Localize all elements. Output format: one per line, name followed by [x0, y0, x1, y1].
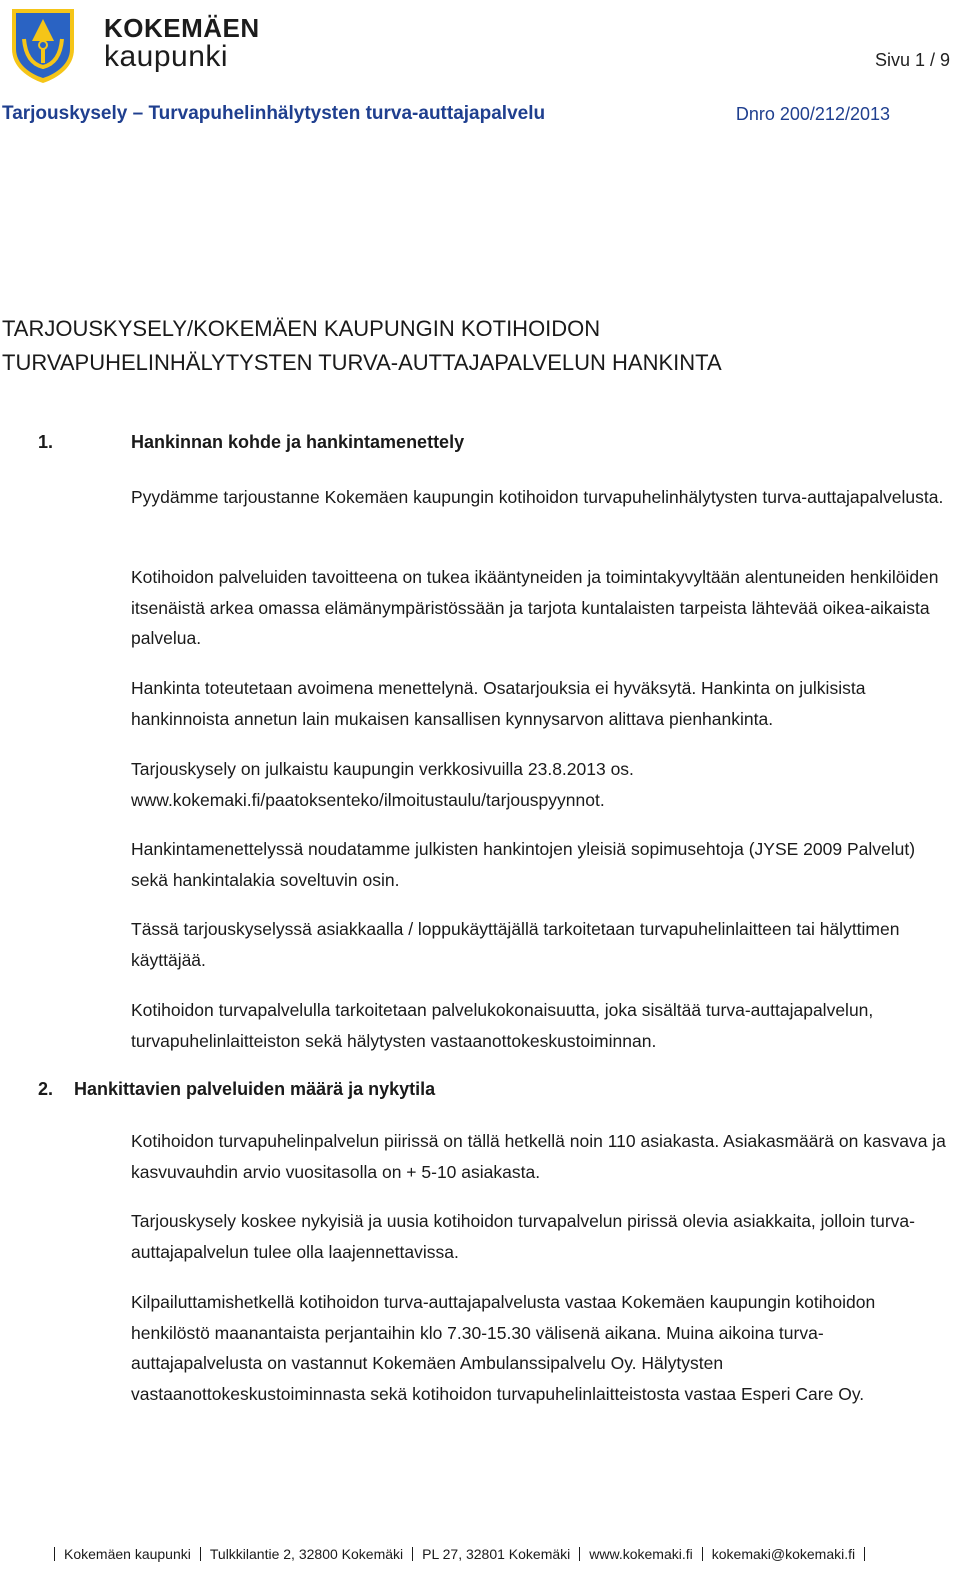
section-2-number: 2. — [38, 1079, 54, 1099]
title-line-1: TARJOUSKYSELY/KOKEMÄEN KAUPUNGIN KOTIHOIDON — [2, 316, 601, 341]
section-1-paragraph-7: Kotihoidon turvapalvelulla tarkoitetaan palvelukokonaisuutta, joka sisältää turva-auttajapalvelun, turvapuhelinlaitteiston sekä hälytysten vastaanottokeskustoiminnan. — [131, 1000, 874, 1051]
coat-of-arms-icon — [8, 5, 78, 85]
section-1-paragraph-4: Tarjouskysely on julkaistu kaupungin verkkosivuilla 23.8.2013 os. www.kokemaki.fi/paatoksenteko/ilmoitustaulu/tarjouspyynnot. — [131, 759, 634, 810]
page-title — [2, 312, 722, 380]
footer-divider — [200, 1547, 201, 1561]
document-dnro: Dnro 200/212/2013 — [735, 104, 890, 124]
coat-of-arms-logo — [8, 5, 78, 85]
section-2-heading: Hankittavien palveluiden määrä ja nykytila — [74, 1079, 436, 1099]
brand-name: KOKEMÄEN — [104, 13, 260, 43]
section-1-heading: Hankinnan kohde ja hankintamenettely — [131, 432, 465, 452]
footer-org: Kokemäen kaupunki — [64, 1546, 191, 1562]
document-subject: Tarjouskysely – Turvapuhelinhälytysten turva-auttajapalvelu — [2, 103, 546, 124]
section-1-paragraph-3: Hankinta toteutetaan avoimena menettelynä. Osatarjouksia ei hyväksytä. Hankinta on julkisista hankinnoista annetun lain mukaisen kansallisen kynnysarvon alittava pienhankinta. — [131, 678, 866, 729]
footer-po-box: PL 27, 32801 Kokemäki — [422, 1546, 571, 1562]
brand-subtitle: kaupunki — [104, 40, 229, 73]
footer-divider — [54, 1547, 55, 1561]
footer-web[interactable]: www.kokemaki.fi — [589, 1546, 693, 1562]
footer — [45, 1546, 874, 1562]
page-indicator: Sivu 1 / 9 — [874, 50, 950, 70]
section-1-paragraph-6: Tässä tarjouskyselyssä asiakkaalla / loppukäyttäjällä tarkoitetaan turvapuhelinlaitteen tai hälyttimen käyttäjää. — [131, 919, 900, 970]
footer-divider — [864, 1547, 865, 1561]
footer-divider — [702, 1547, 703, 1561]
footer-divider — [412, 1547, 413, 1561]
section-2-paragraph-1: Kotihoidon turvapuhelinpalvelun piirissä on tällä hetkellä noin 110 asiakasta. Asiakasmäärä on kasvava ja kasvuvauhdin arvio vuositasolla on + 5-10 asiakasta. — [131, 1131, 946, 1182]
section-1-paragraph-1: Pyydämme tarjoustanne Kokemäen kaupungin kotihoidon turvapuhelinhälytysten turva-auttajapalvelusta. — [131, 487, 944, 507]
title-line-2: TURVAPUHELINHÄLYTYSTEN TURVA-AUTTAJAPALVELUN HANKINTA — [2, 350, 722, 375]
section-2-paragraph-2: Tarjouskysely koskee nykyisiä ja uusia kotihoidon turvapalvelun pirissä olevia asiakkaita, jolloin turva-auttajapalvelun tulee olla laajennettavissa. — [131, 1211, 915, 1262]
footer-email[interactable]: kokemaki@kokemaki.fi — [711, 1546, 856, 1562]
footer-address: Tulkkilantie 2, 32800 Kokemäki — [209, 1546, 404, 1562]
section-1-number: 1. — [38, 432, 54, 452]
footer-divider — [579, 1547, 580, 1561]
section-2-paragraph-3: Kilpailuttamishetkellä kotihoidon turva-auttajapalvelusta vastaa Kokemäen kaupungin kotihoidon henkilöstö maanantaista perjantaihin klo 7.30-15.30 välisenä aikana. Muina aikoina turva-auttajapalvelusta on vastannut Kokemäen Ambulanssipalvelu Oy. Hälytysten vastaanottokeskustoiminnasta sekä kotihoidon turvapuhelinlaitteistosta vastaa Esperi Care Oy. — [131, 1292, 876, 1404]
section-1-paragraph-5: Hankintamenettelyssä noudatamme julkisten hankintojen yleisiä sopimusehtoja (JYSE 2009 Palvelut) sekä hankintalakia soveltuvin osin. — [131, 839, 916, 890]
section-1-paragraph-2: Kotihoidon palveluiden tavoitteena on tukea ikääntyneiden ja toimintakyvyltään alentuneiden henkilöiden itsenäistä arkea omassa elämänympäristössään ja tarjota kuntalaisten tarpeista lähtevää oikea-aikaista palvelua. — [131, 567, 939, 648]
